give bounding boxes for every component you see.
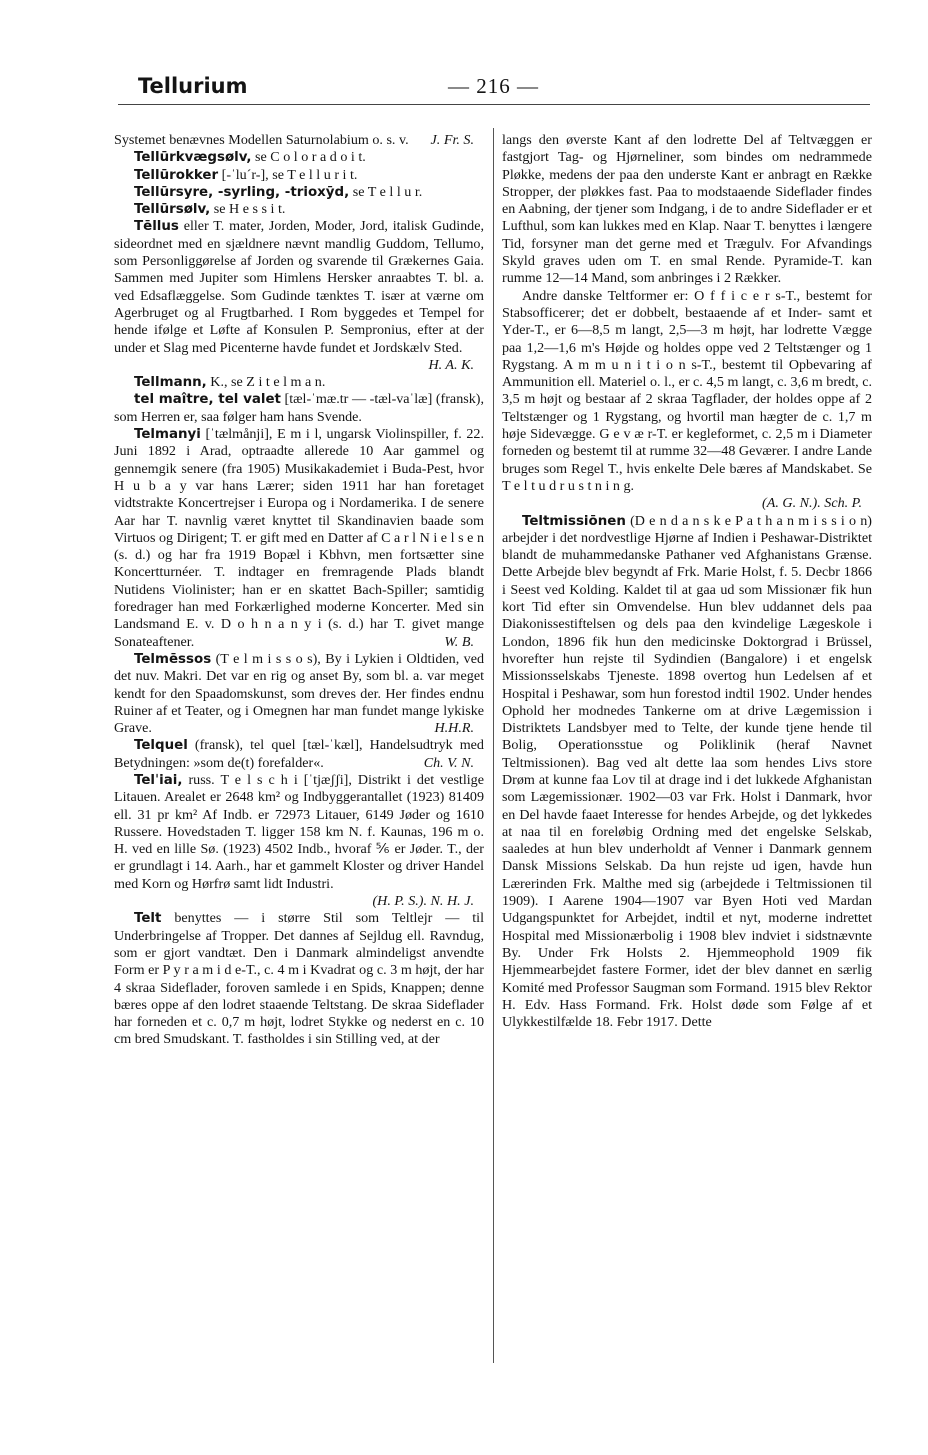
dictionary-entry — [114, 391, 484, 426]
dictionary-entry — [114, 201, 484, 218]
right-column — [502, 132, 872, 1031]
entry-headword: Telquel — [134, 738, 188, 754]
entry-headword: Telmēssos — [134, 651, 212, 667]
dictionary-entry — [114, 426, 484, 651]
entry-text: se C o l o r a d o i t. — [255, 149, 366, 166]
header-rule — [118, 104, 870, 105]
entry-text: eller T. mater, Jorden, Moder, Jord, italisk Gudinde, sideordnet med en sjældnere nævnt mandlig Guddom, Tellumo, som Personliggørelse af Jorden og svarende til Grækernes Gaia. Sammen med Jupiter som Himlens Hersker anraabtes T. bl. a. ved Edsaflæggelse. Som Gudinde tænktes T. især at værne om Agerbruget og al Frugtbarhed. I Rom byggedes et Tempel for hende ifølge et Løfte af Konsulen P. Sempronius, efter at der under et Slag med Picenterne havde fundet et Jordskælv Sted. — [114, 218, 484, 356]
entry-headword: Tellūrsyre, -syrling, -trioxȳd, — [134, 184, 350, 200]
dictionary-entry — [114, 218, 484, 374]
dictionary-entry — [114, 737, 484, 772]
page-header — [118, 74, 870, 102]
entry-text: Systemet benævnes Modellen Saturnolabium o. s. v. — [114, 132, 409, 148]
column-divider — [493, 128, 494, 1363]
entry-headword: Tēllus — [134, 219, 179, 235]
entry-headword: Tellūrokker — [134, 167, 219, 183]
entry-text: langs den øverste Kant af den lodrette Del af Teltvæggen er fastgjort Tag- og Hjørneliner, som bindes om nedrammede Pløkke, medens der paa den underste Kant er anbragt en Række Stropper, der pløkkes fast. Paa to modstaaende Sideflader findes en Aabning, der tjener som Indgang, i de to andre Sideflader er et Lufthul, som kan lukkes med en Klap. Naar T. benyttes i længere Tid, forsyner man det gerne med et Trægulv. For Afvandings Skyld graves uden om T. en smal Rende. Pyramide-T. kan rumme 12—14 Mand, som anbringes i 2 Rækker. — [502, 132, 872, 287]
author-signature: J. Fr. S. — [430, 132, 474, 148]
author-signature: H. A. K. — [428, 356, 474, 373]
author-signature: W. B. — [444, 633, 474, 650]
entry-text: (T e l m i s s o s), By i Lykien i Oldtiden, ved det nuv. Makri. Det var en rig og anset By, som bl. a. var meget kendt for den Spaadomskunst, som dreves der. Her findes endnu Ruiner af et Teater, og i Omegnen har man fundet mange lykiske Grave. — [114, 650, 484, 737]
entry-headword: Tellūrkvægsølv, — [134, 150, 252, 166]
entry-headword: tel maître, tel valet — [134, 392, 281, 408]
dictionary-entry — [114, 910, 484, 1048]
author-signature: H.H.R. — [434, 720, 474, 737]
dictionary-entry — [502, 132, 872, 288]
author-signature: Ch. V. N. — [423, 754, 474, 771]
dictionary-entry — [114, 132, 484, 149]
entry-text: (D e n d a n s k e P a t h a n m i s s i o n) arbejder i det nordvestlige Hjørne af Indien i Peshawar-Distriktet blandt de muhammedanske Pathaner ved Afghanistans Grænse. Dette Arbejde blev begyndt af Frk. Marie Holst, f. 5. Decbr 1866 i Seest ved Kolding. Kaldet til at gaa ud som Missionær fik hun kort Tid efter sin Omvendelse. Hun blev uddannet dels paa Diakonissestiftelsen og dels paa den kvindelige Lægeskole i London, 1896 fik hun den medicinske Doktorgrad i Brüssel, hvorefter hun rejste til Sydindien (Bangalore) i et engelsk Missionsselskabs Tjeneste. 1898 overtog hun Ledelsen af et Hospital i Peshawar, som hun forestod indtil 1902. Under hendes Ophold her modnedes Tankerne om at drive Lægemission i Distriktets Landsbyer med to Telte, der kunde tjene hende til Bolig, Operationsstue og Poliklinik (heraf Navnet Teltmissionen). Bag ved alt dette laa som hendes Livs store Drøm at kunne faa Lov til at drage ind i det lukkede Afghanistan som Lægemissionær. 1902—03 var Frk. Holst i Danmark, hvor en Del havde faaet Interesse for hendes Arbejde, og det lykkedes at naa til en foreløbig Ordning med det engelske Selskab, saaledes at hun blev underholdt af Venner i Danmark gennem Dansk Missions Selskab. Da hun rejste ud igen, havde hun Lærerinden Frk. Malthe med sig (arbejdede i Teltmissionen til 1909). I Aarene 1904—1907 var Byen Hoti ved Mardan Udgangspunktet for Arbejdet, indtil et nyt, moderne indrettet Hospital med Missionærbolig i 1908 blev indviet i sidstnævnte By. Under Frk Holsts 2. Hjemmeophold 1909 fik Hjemmearbejdet fastere Former, idet der blev dannet en særlig Komité med Professor Saugman som Formand. 1915 blev Rektor H. Edv. Hass Formand. Frk. Holst døde som Følge af et Ulykkestilfælde 18. Febr 1917. Dette — [502, 512, 872, 1031]
entry-text: [-ˈlu´r-], se T e l l u r i t. — [221, 166, 358, 183]
dictionary-entry — [114, 772, 484, 910]
dictionary-entry — [114, 167, 484, 184]
page-number: — 216 — — [448, 74, 539, 98]
entry-headword: Telˈiai, — [134, 772, 183, 788]
entry-text: [tæl-ˈmæ.tr — -tæl-vaˈlæ] (fransk), som Herren er, saa følger ham hans Svende. — [114, 391, 484, 425]
entry-headword: Tellūrsølv, — [134, 202, 211, 218]
entry-text: se T e l l u r. — [352, 183, 423, 200]
entry-text: benyttes — i større Stil som Teltlejr — til Underbringelse af Tropper. Det dannes af Sejldug ell. Ravndug, som er gjort vandtæt. Den i Danmark almindeligst anvendte Form er P y r a m i d e-T., c. 4 m i Kvadrat og c. 3 m højt, der har 4 skraa Sideflader, foroven samlede i en Spids, Knappen; denne bæres oppe af den lodret staaende Teltstang. De skraa Sideflader har forneden et c. 0,7 m højt, lodret Stykke og nederst en c. 10 cm bred Smudskant. T. fastholdes i sin Stilling ved, at der — [114, 910, 484, 1048]
dictionary-entry — [502, 288, 872, 513]
left-column — [114, 132, 484, 1049]
entry-headword: Telmanyi — [134, 427, 201, 443]
entry-text: russ. T e l s c h i [ˈtjæʃʃi], Distrikt i det vestlige Litauen. Arealet er 2648 km² og Indbyggerantallet (1923) 81409 ell. 31 pr km² Af Indb. er 72973 Litauer, 6149 Jøder og 1610 Russere. Hovedstaden T. ligger 158 km N. f. Kaunas, 196 m o. H. ved en lille Sø. (1923) 4502 Indb., hvoraf ⅚ er Jøder. T., der er grundlagt i 14. Aarh., har et gammelt Kloster og driver Handel med Korn og Hørfrø samt lidt Industri. — [114, 771, 484, 892]
dictionary-entry — [114, 149, 484, 166]
dictionary-entry — [502, 513, 872, 1032]
entry-text: Andre danske Teltformer er: O f f i c e r s-T., bestemt for Stabsofficerer; det er dobbelt, bestaaende af et Inder- samt et Yder-T., er 6—8,5 m langt, 2,5—3 m højt, har lodrette Vægge paa 1,2—1,6 m's Højde og holdes oppe ved 2 Teltstænger og 1 Rygstang. A m m u n i t i o n s-T., bestemt til Opbevaring af Ammunition ell. Materiel o. l., er c. 4,5 m langt, c. 3,6 m bredt, c. 3,5 m højt og bestaar af 2 skraa Tagflader, der holdes oppe af 2 Teltstænger og 1 Rygstang, og hvortil man hægter de c. 1,7 m høje Sidevægge. G e v æ r-T. er kegleformet, c. 2,5 m i Diameter forneden og bestemt til at rumme 32—48 Geværer. I andre Lande bruges som Regel T., hvis enkelte Dele bæres af Mandskabet. Se T e l t u d r u s t n i n g. — [502, 287, 872, 494]
entry-text: (fransk), tel quel [tæl-ˈkæl], Handelsudtryk med Betydningen: »som de(t) forefalder«. — [114, 737, 484, 771]
entry-headword: Tellmann, — [134, 375, 207, 391]
entry-text: se H e s s i t. — [213, 201, 286, 218]
dictionary-entry — [114, 184, 484, 201]
running-head-title: Tellurium — [138, 74, 248, 98]
author-signature: (H. P. S.). N. H. J. — [372, 893, 474, 910]
entry-headword: Teltmissiōnen — [522, 513, 626, 529]
entry-text: [ˈtælmånji], E m i l, ungarsk Violinspiller, f. 22. Juni 1892 i Arad, optraadte allerede 10 Aar gammel og gennemgik senere (fra 1905) Musikakademiet i Buda-Pest, hvor H u b a y var hans Lærer; siden 1911 har han foretaget vidtstrakte Koncertrejser i Europa og i Nordamerika. I de senere Aar har T. navnlig været knyttet til Skandinavien baade som Virtuos og Dirigent; T. er gift med en Datter af C a r l N i e l s e n (s. d.) og har fra 1919 Bopæl i Kbhvn, men fortsætter sine Koncertturnéer. T. indtager en fremragende Plads blandt Nutidens Violinister; han er en skattet Bach-Spiller; samtidig foredrager han med Forkærlighed moderne Koncerter. Med sin Landsmand E. v. D o h n a n y i (s. d.) har T. givet mange Sonateaftener. — [114, 426, 484, 650]
entry-headword: Telt — [134, 911, 162, 927]
entry-text: K., se Z i t e l m a n. — [210, 374, 326, 391]
dictionary-entry — [114, 374, 484, 391]
author-signature: (A. G. N.). Sch. P. — [762, 495, 862, 512]
dictionary-entry — [114, 651, 484, 737]
